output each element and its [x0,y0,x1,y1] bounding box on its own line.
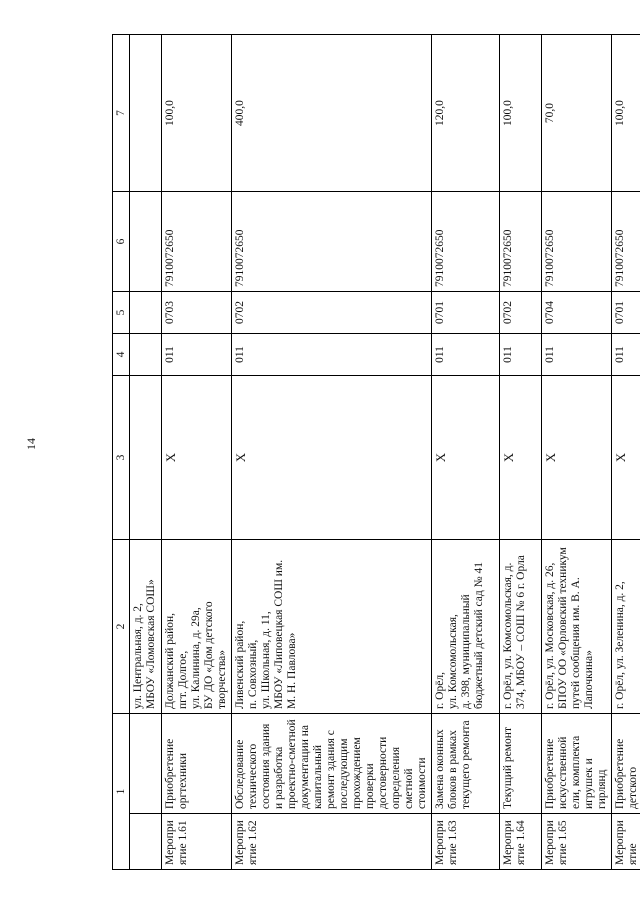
continuation-c4 [130,334,162,376]
row-address: г. Орёл, ул. Зеленина, д. 2, [612,540,640,714]
row-description: Приобретение оргтехники [162,714,232,814]
row-col5: 0701 [612,292,640,334]
row-col4: 011 [432,334,500,376]
row-col6: 7910072650 [612,192,640,292]
row-col6: 7910072650 [162,192,232,292]
row-description: Текущий ремонт [500,714,542,814]
row-col3: X [432,376,500,540]
row-col3: X [612,376,640,540]
continuation-address: ул. Центральная, д. 2, МБОУ «Ломовская СОШ» [130,540,162,714]
page-number: 14 [24,438,38,450]
row-col7: 100,0 [500,35,542,192]
row-col5: 0703 [162,292,232,334]
row-col4: 011 [232,334,432,376]
header-cell-2: 2 [113,540,130,714]
table-header-row [113,35,130,870]
table-row [542,35,612,870]
row-col6: 7910072650 [232,192,432,292]
row-col4: 011 [162,334,232,376]
table-row [432,35,500,870]
row-address: г. Орёл, ул. Московская, д. 26, БПОУ ОО «Орловский техникум путей сообщения им. В. А. Лапочкина» [542,540,612,714]
budget-table [112,34,640,870]
table-row [232,35,432,870]
row-description: Обследование технического состояния здания и разработка проектно-сметной документации на капитальный ремонт здания с последующим прохождением проверки достоверности определения сметной стоимости [232,714,432,814]
header-cell-7: 7 [113,35,130,192]
row-address: г. Орёл, ул. Комсомольская, д. 398, муниципальный бюджетный детский сад № 41 [432,540,500,714]
row-measure: Мероприятие 1.65 [542,814,612,870]
row-col5: 0702 [500,292,542,334]
row-address: г. Орёл, ул. Комсомольская, д. 374, МБОУ – СОШ № 6 г. Орла [500,540,542,714]
row-col3: X [162,376,232,540]
row-description: Приобретение искусственной ели, комплекта игрушек и гирлянд [542,714,612,814]
row-measure: Мероприятие 1.63 [432,814,500,870]
row-description: Замена оконных блоков в рамках текущего ремонта [432,714,500,814]
continuation-c6 [130,192,162,292]
row-col4: 011 [500,334,542,376]
header-cell-6: 6 [113,192,130,292]
continuation-c5 [130,292,162,334]
continuation-description [130,714,162,814]
continuation-row [130,35,162,870]
row-col6: 7910072650 [500,192,542,292]
row-col3: X [542,376,612,540]
row-col4: 011 [542,334,612,376]
row-col7: 120,0 [432,35,500,192]
row-col6: 7910072650 [542,192,612,292]
row-measure: Мероприятие 1.64 [500,814,542,870]
row-col5: 0702 [232,292,432,334]
continuation-measure [130,814,162,870]
continuation-c7 [130,35,162,192]
header-cell-3: 3 [113,376,130,540]
row-measure: Мероприятие 1.61 [162,814,232,870]
row-address: Ливенский район, п. Совхозный, ул. Школьная, д. 11, МБОУ «Липовецкая СОШ им. М. Н. Павлова» [232,540,432,714]
row-col3: X [500,376,542,540]
rotated-table-container [112,35,639,870]
row-description: Приобретение детского [612,714,640,814]
header-cell-5: 5 [113,292,130,334]
table-row [500,35,542,870]
row-col6: 7910072650 [432,192,500,292]
row-col5: 0704 [542,292,612,334]
row-address: Должанский район, пгт. Долгое, ул. Калинина, д. 29а, БУ ДО «Дом детского творчества» [162,540,232,714]
row-col3: X [232,376,432,540]
row-col4: 011 [612,334,640,376]
row-col7: 400,0 [232,35,432,192]
table-row [612,35,640,870]
row-col7: 70,0 [542,35,612,192]
continuation-c3 [130,376,162,540]
row-col5: 0701 [432,292,500,334]
row-col7: 100,0 [612,35,640,192]
header-cell-4: 4 [113,334,130,376]
row-col7: 100,0 [162,35,232,192]
table-row [162,35,232,870]
row-measure: Мероприятие 1.62 [232,814,432,870]
row-measure: Мероприятие [612,814,640,870]
header-cell-1: 1 [113,714,130,870]
